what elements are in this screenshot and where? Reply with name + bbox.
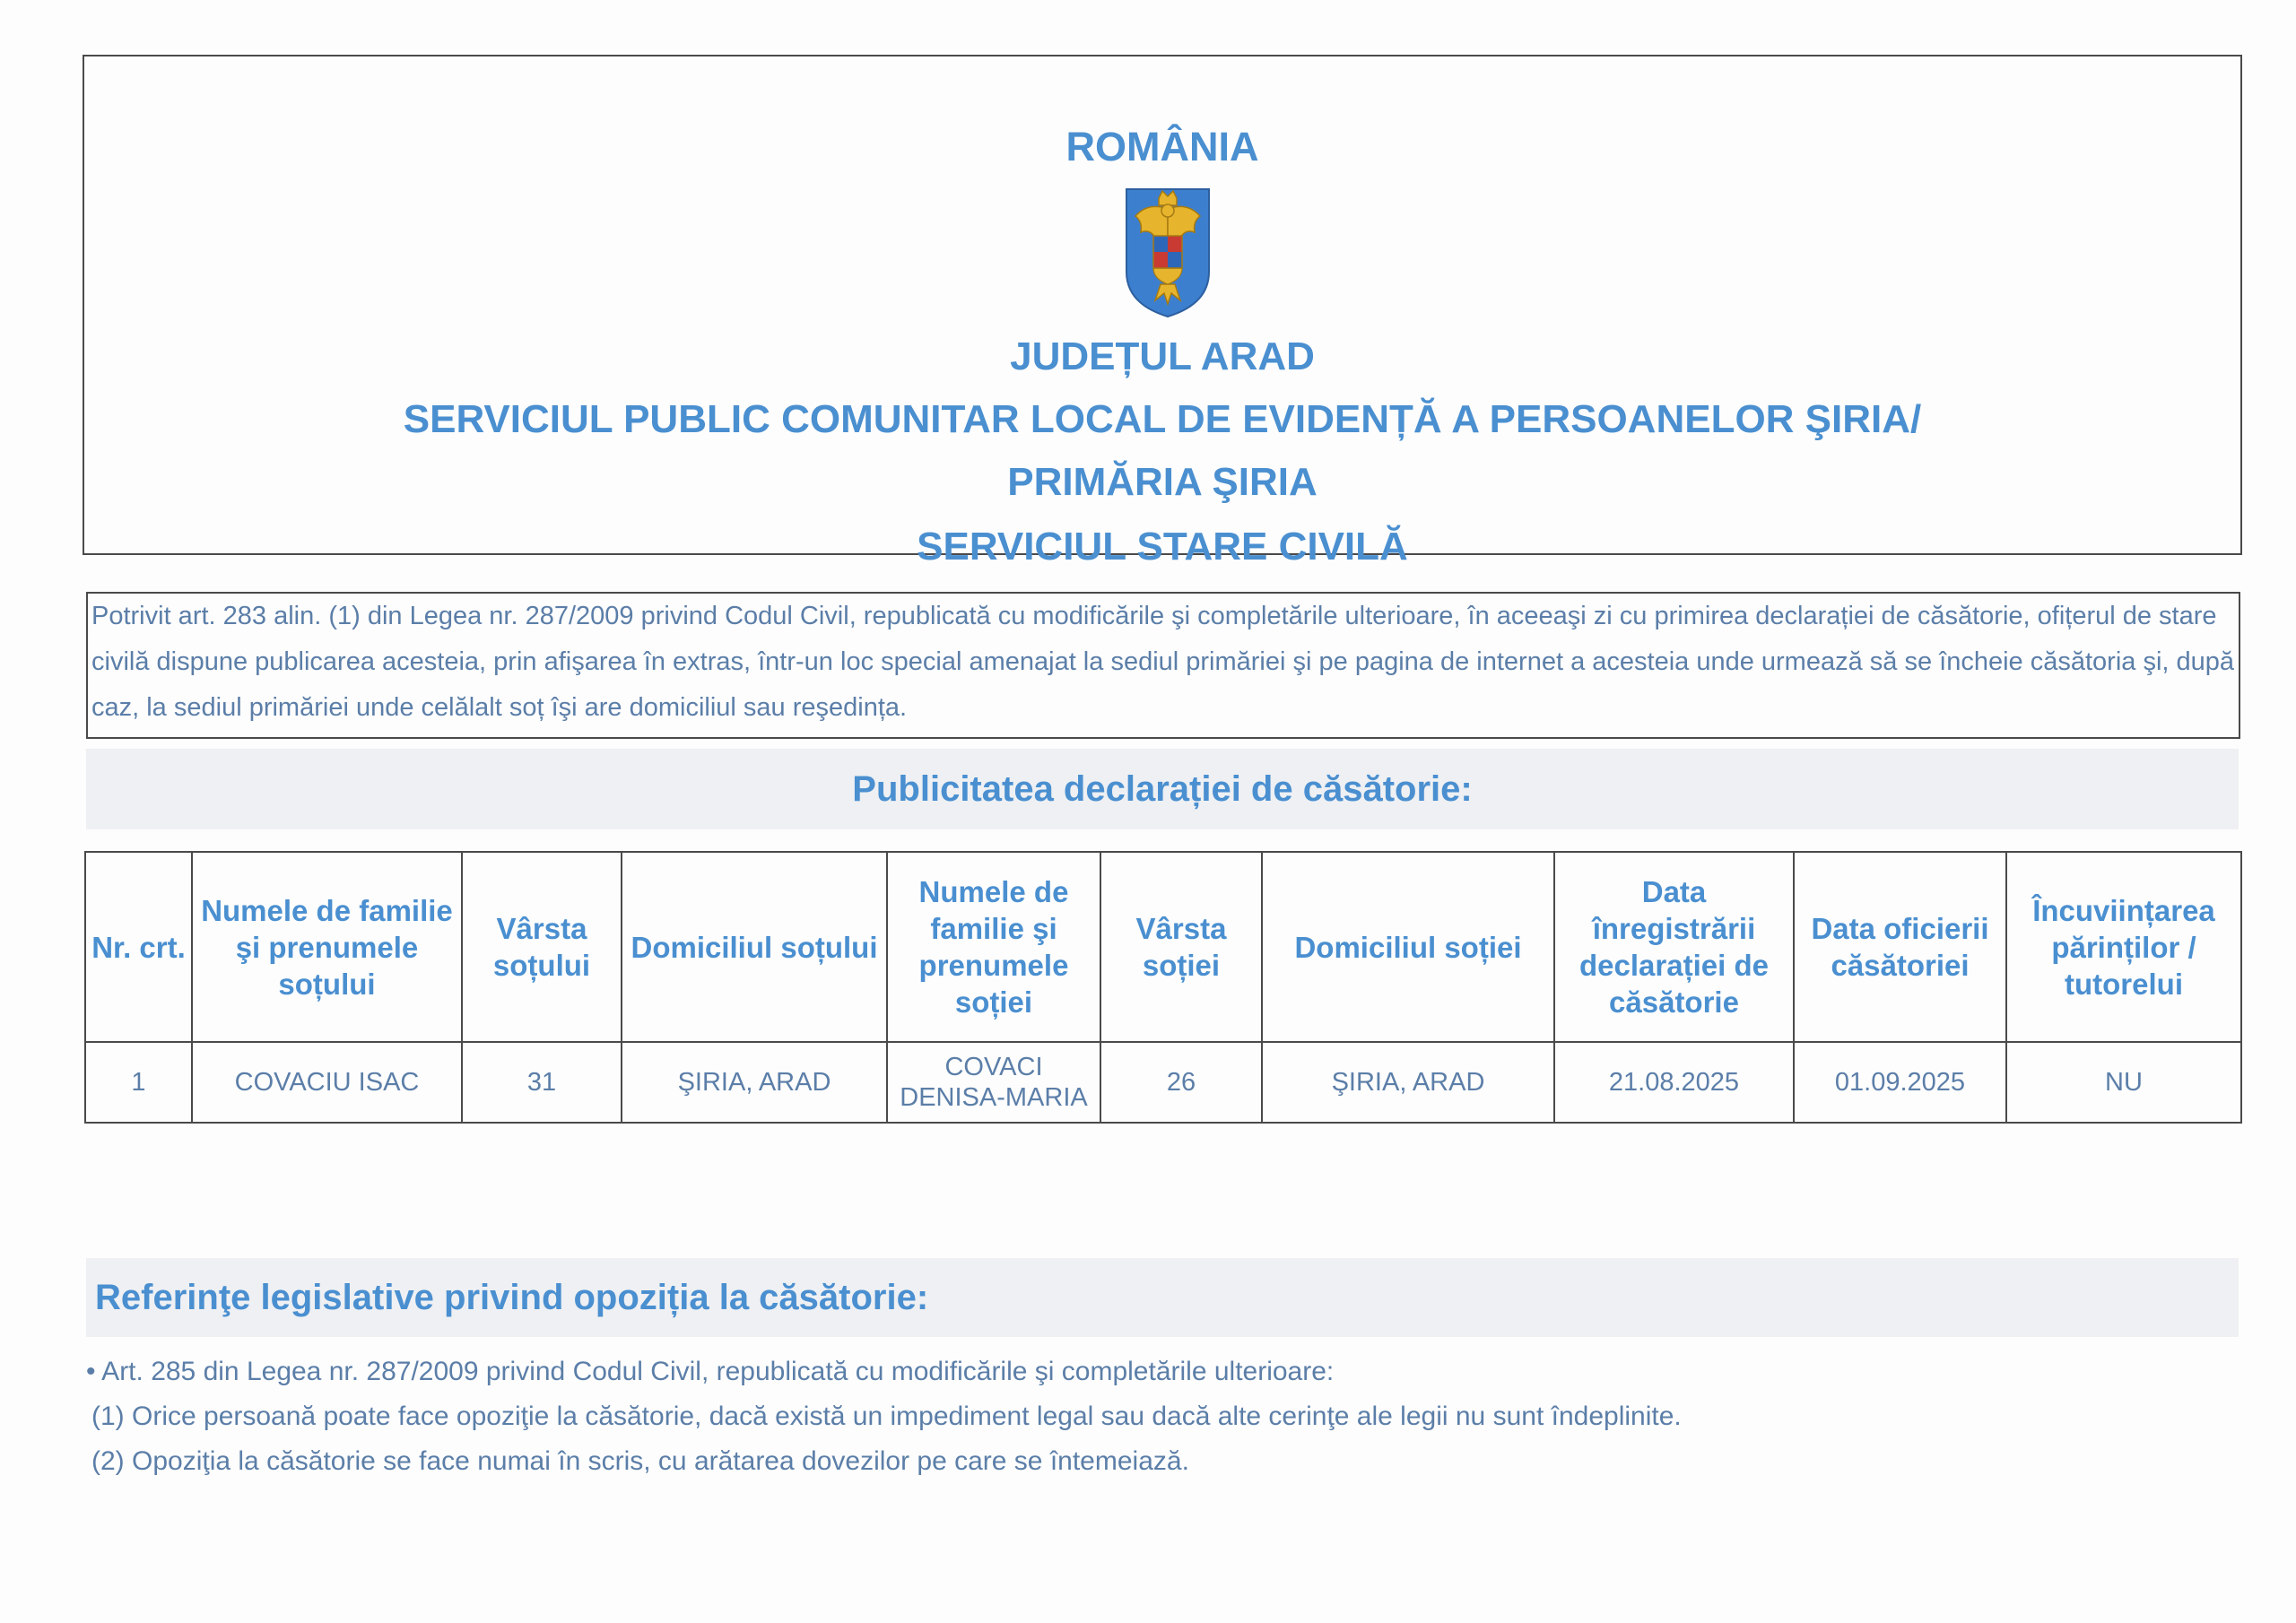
cell-ceremony-date: 01.09.2025	[1794, 1042, 2006, 1123]
county-heading: JUDEȚUL ARAD	[1010, 334, 1315, 378]
table-header-row	[85, 852, 2241, 1042]
reference-line-paragraph-1: (1) Orice persoană poate face opoziţie la căsătorie, dacă există un impediment legal sau dacă alte cerinţe ale legii nu sunt îndeplinite.	[91, 1402, 1682, 1431]
column-header-wife-name: Numele de familie şi prenumele soției	[887, 852, 1100, 1042]
legal-notice: Potrivit art. 283 alin. (1) din Legea nr. 287/2009 privind Codul Civil, republicată cu modificările şi completările ulterioare, în aceeaşi zi cu primirea declarației de căsătorie, ofițerul de stare civilă dispune publicarea acesteia, prin afişarea în extras, într-un loc special amenajat la sediul primăriei şi pe pagina de internet a acesteia unde urmează să se încheie căsătoria şi, după caz, la sediul primăriei unde celălalt soț îşi are domiciliul sau reşedința.	[86, 592, 2240, 739]
marriage-declaration-table	[84, 851, 2242, 1124]
coat-of-arms-icon	[1123, 186, 1213, 318]
column-header-registration-date: Data înregistrării declarației de căsătorie	[1554, 852, 1794, 1042]
cell-parental-consent: NU	[2006, 1042, 2241, 1123]
column-header-husband-domicile: Domiciliul soțului	[622, 852, 887, 1042]
column-header-husband-name: Numele de familie şi prenumele soțului	[192, 852, 462, 1042]
civil-status-heading: SERVICIUL STARE CIVILĂ	[917, 525, 1408, 568]
column-header-husband-age: Vârsta soțului	[462, 852, 622, 1042]
column-header-nr: Nr. crt.	[85, 852, 192, 1042]
cell-husband-domicile: ŞIRIA, ARAD	[622, 1042, 887, 1123]
service-heading: SERVICIUL PUBLIC COMUNITAR LOCAL DE EVIDENȚĂ A PERSOANELOR ŞIRIA/	[403, 397, 1922, 441]
cell-husband-age: 31	[462, 1042, 622, 1123]
column-header-wife-age: Vârsta soției	[1100, 852, 1262, 1042]
column-header-parental-consent: Încuviințarea părinților / tutorelui	[2006, 852, 2241, 1042]
column-header-ceremony-date: Data oficierii căsătoriei	[1794, 852, 2006, 1042]
cell-husband-name: COVACIU ISAC	[192, 1042, 462, 1123]
table-row	[85, 1042, 2241, 1123]
city-hall-heading: PRIMĂRIA ŞIRIA	[1007, 460, 1318, 504]
cell-wife-name: COVACI DENISA-MARIA	[887, 1042, 1100, 1123]
header-box	[83, 55, 2242, 568]
references-list	[86, 1350, 2239, 1484]
cell-wife-domicile: ŞIRIA, ARAD	[1262, 1042, 1554, 1123]
publication-section-title: Publicitatea declarației de căsătorie:	[86, 749, 2239, 829]
country-title: ROMÂNIA	[1065, 124, 1259, 169]
cell-registration-date: 21.08.2025	[1554, 1042, 1794, 1123]
reference-line-article: • Art. 285 din Legea nr. 287/2009 privind Codul Civil, republicată cu modificările şi completările ulterioare:	[86, 1357, 1335, 1386]
references-section-title: Referinţe legislative privind opoziția la căsătorie:	[86, 1258, 2239, 1337]
cell-wife-age: 26	[1100, 1042, 1262, 1123]
cell-nr: 1	[85, 1042, 192, 1123]
reference-line-paragraph-2: (2) Opoziţia la căsătorie se face numai în scris, cu arătarea dovezilor pe care se întemeiază.	[91, 1446, 1189, 1476]
column-header-wife-domicile: Domiciliul soției	[1262, 852, 1554, 1042]
